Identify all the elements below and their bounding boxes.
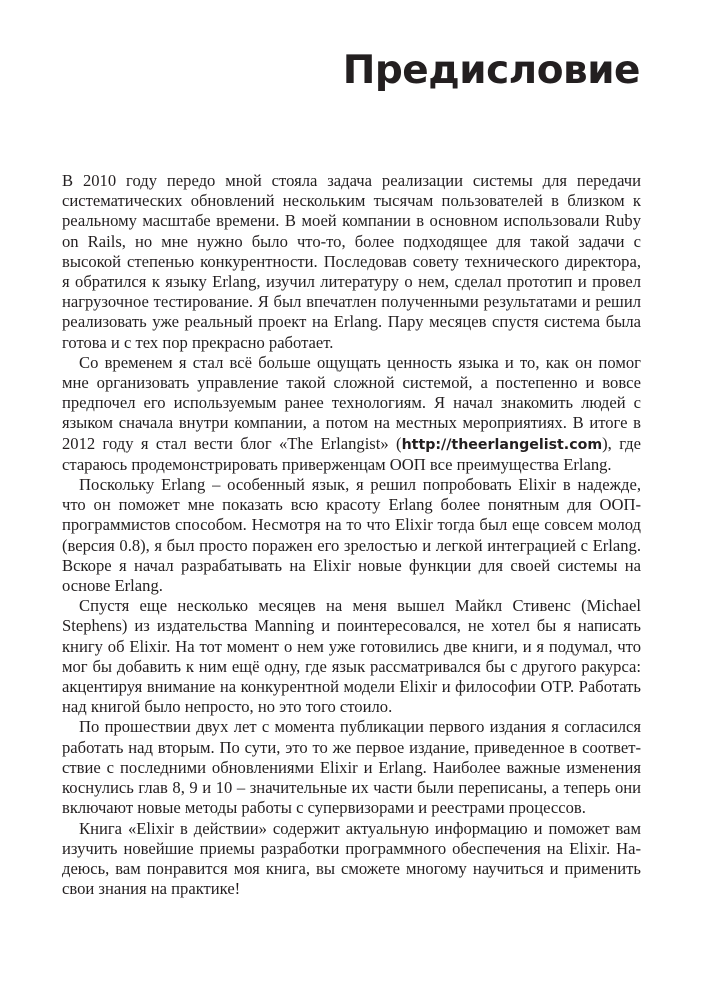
paragraph-4: Спустя еще несколько месяцев на меня вышел Майкл Стивенс (Michael Stephens) из издательства Manning и поинтересовался, не хотел бы я написать книгу об Elixir. На тот момент о нем уже готовились две книги, и я подумал, что мог бы добавить к ним ещё одну, где язык рассматривался бы с другого ракурса: акцентируя внимание на конкурентной модели Elixir и философии OTP. Работать над книгой было непросто, но это того стоило. xyxy=(62,596,641,717)
paragraph-3: Поскольку Erlang – особенный язык, я решил попробовать Elixir в надежде, что он поможет мне показать всю красоту Erlang более понятным для ООП-программистов способом. Несмотря на то что Elixir тогда был еще совсем молод (версия 0.8), я был просто поражен его зрелостью и легкой интеграцией с Erlang. Вскоре я начал разрабатывать на Elixir новые функции для своей системы на основе Erlang. xyxy=(62,475,641,596)
preface-body xyxy=(62,171,641,899)
paragraph-2 xyxy=(62,353,641,475)
paragraph-2-text-before: Со временем я стал всё больше ощущать ценность языка и то, как он помог мне организовать управление такой сложной системой, а постепенно и вовсе предпочел его используемым ранее технологиям. Я начал знакомить людей с языком сначала внутри компании, а потом на местных мероприятиях. В итоге в 2012 году я стал вести блог «The Erlangist» ( xyxy=(62,352,641,453)
blog-url-link[interactable]: http://theerlangelist.com xyxy=(401,436,603,453)
paragraph-2-text-after: ), где стараюсь продемонстрировать приверженцам ООП все преимущества Erlang. xyxy=(62,433,641,474)
paragraph-5: По прошествии двух лет с момента публикации первого издания я согласился работать над вторым. По сути, это то же первое издание, приведенное в соответствие с последними обновлениями Elixir и Erlang. Наиболее важные изменения коснулись глав 8, 9 и 10 – значительные их части были переписаны, а теперь они включают новые методы работы с супервизорами и реестрами процессов. xyxy=(62,717,641,818)
paragraph-6: Книга «Elixir в действии» содержит актуальную информацию и поможет вам изучить новейшие приемы разработки программного обеспечения на Elixir. Надеюсь, вам понравится моя книга, вы сможете многому научиться и применить свои знания на практике! xyxy=(62,818,641,899)
page-title: Предисловие xyxy=(342,48,640,93)
paragraph-1: В 2010 году передо мной стояла задача реализации системы для передачи систематических обновлений нескольким тысячам пользователей в близком к реальному масштабе времени. В моей компании в основном использовали Ruby on Rails, но мне нужно было что-то, более подходящее для такой задачи с высокой степенью конкурентности. Последовав совету технического директора, я обратился к языку Erlang, изучил литературу о нем, сделал прототип и провел нагрузочное тестирование. Я был впечатлен полученными результатами и решил реализовать уже реальный проект на Erlang. Пару месяцев спустя система была готова и с тех пор прекрасно работает. xyxy=(62,171,641,352)
